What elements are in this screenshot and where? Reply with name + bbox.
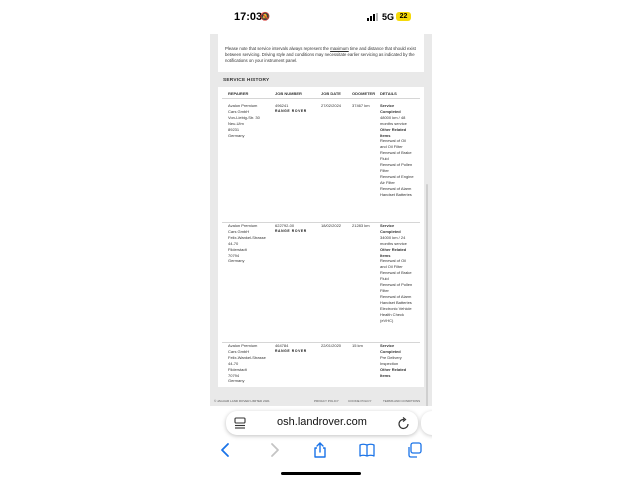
details-cell	[380, 103, 414, 198]
network-type: 5G	[382, 12, 395, 22]
privacy-policy-link[interactable]: PRIVACY POLICY	[314, 399, 339, 403]
detail-line: Filter	[380, 287, 389, 293]
detail-line: Other Related	[380, 246, 407, 252]
detail-line: Items	[380, 372, 391, 378]
repairer-line: Von-Liebig-Str. 30	[228, 114, 260, 120]
repairer-line: Germany	[228, 258, 245, 264]
table-row	[218, 223, 424, 343]
job-number-cell	[275, 223, 307, 235]
job-date: 22/01/2020	[321, 343, 342, 348]
detail-line: Completed	[380, 348, 401, 354]
repairer-line: Cars GmbH	[228, 228, 250, 234]
repairer-line: Avalon Premium	[228, 103, 258, 108]
maximum-link[interactable]: maximum	[330, 46, 349, 51]
detail-line: Fluid	[380, 156, 389, 162]
detail-line: Completed	[380, 228, 401, 234]
range-rover-logo: RANGE ROVER	[275, 228, 307, 233]
odometer-value: 15 km	[352, 343, 363, 348]
header-job-number: JOB NUMBER	[275, 91, 302, 96]
details-cell	[380, 343, 406, 378]
detail-line: Service	[380, 343, 395, 348]
repairer-line: Filderstadt	[228, 246, 247, 252]
odometer-value: 21283 km	[352, 223, 370, 228]
url-text[interactable]: osh.landrover.com	[277, 416, 367, 428]
scrollbar[interactable]	[426, 184, 428, 406]
detail-line: Renewal of Pollen	[380, 162, 413, 168]
repairer-cell	[228, 343, 266, 384]
details-cell	[380, 223, 412, 323]
job-number: 496241	[275, 103, 289, 108]
odometer-cell	[352, 223, 370, 229]
job-date: 18/02/2022	[321, 223, 342, 228]
repairer-line: 44-70	[228, 360, 239, 366]
detail-line: 34000 km / 24	[380, 234, 406, 240]
table-row	[218, 103, 424, 223]
detail-line: Renewal of Engine	[380, 173, 414, 179]
detail-line: Service	[380, 223, 395, 228]
repairer-line: 44-70	[228, 240, 239, 246]
repairer-line: Felix-Wankel-Strasse	[228, 234, 266, 240]
share-icon[interactable]	[312, 442, 328, 458]
repairer-line: 70794	[228, 372, 240, 378]
terms-link[interactable]: TERMS AND CONDITIONS	[383, 399, 421, 403]
bookmarks-icon[interactable]	[359, 442, 375, 458]
browser-toolbar	[210, 436, 432, 464]
detail-line: Handset Batteries	[380, 191, 412, 197]
status-bar	[210, 0, 432, 34]
range-rover-logo: RANGE ROVER	[275, 348, 307, 353]
forward-icon[interactable]	[266, 442, 282, 458]
battery-indicator: 22	[396, 12, 411, 21]
repairer-line: 89231	[228, 126, 240, 132]
header-repairer: REPAIRER	[228, 91, 249, 96]
repairer-line: Cars GmbH	[228, 108, 250, 114]
cookie-policy-link[interactable]: COOKIE POLICY	[348, 399, 372, 403]
detail-line: Renewal of Brake	[380, 150, 412, 156]
header-job-date: JOB DATE	[321, 91, 341, 96]
web-content[interactable]	[210, 34, 432, 406]
detail-line: Inspection	[380, 360, 399, 366]
detail-line: Other Related	[380, 366, 407, 372]
repairer-line: Germany	[228, 132, 245, 138]
odometer-value: 37467 km	[352, 103, 370, 108]
job-date-cell	[321, 103, 341, 109]
reload-icon[interactable]	[398, 416, 410, 430]
repairer-line: Avalon Premium	[228, 223, 258, 228]
address-bar[interactable]	[226, 411, 418, 435]
cellular-signal-icon	[367, 13, 379, 21]
detail-line: Completed	[380, 108, 401, 114]
range-rover-logo: RANGE ROVER	[275, 108, 307, 113]
detail-line: Renewal of Alarm	[380, 293, 412, 299]
repairer-line: Felix-Wankel-Strasse	[228, 354, 266, 360]
job-date-cell	[321, 343, 341, 349]
detail-line: Pre Delivery	[380, 354, 402, 360]
home-indicator	[281, 472, 361, 475]
service-interval-notice	[218, 34, 424, 72]
detail-line: 48000 km / 48	[380, 114, 406, 120]
detail-line: (eVHC)	[380, 317, 394, 323]
detail-line: Renewal of Oil	[380, 258, 407, 264]
next-tab-preview[interactable]	[421, 411, 432, 435]
header-divider	[222, 98, 420, 99]
job-date-cell	[321, 223, 341, 229]
detail-line: Filter	[380, 167, 389, 173]
table-header	[218, 90, 424, 98]
table-row	[218, 343, 424, 403]
detail-line: Renewal of Oil	[380, 138, 407, 144]
repairer-line: 70794	[228, 252, 240, 258]
silent-bell-icon: 🔕	[260, 12, 270, 21]
header-details: DETAILS	[380, 91, 397, 96]
odometer-cell	[352, 103, 370, 109]
service-history-title: SERVICE HISTORY	[223, 78, 270, 83]
repairer-line: Cars GmbH	[228, 348, 250, 354]
detail-line: Fluid	[380, 276, 389, 282]
detail-line: Items	[380, 252, 391, 258]
repairer-line: Germany	[228, 378, 245, 384]
detail-line: Renewal of Pollen	[380, 282, 413, 288]
detail-line: Renewal of Alarm	[380, 185, 412, 191]
detail-line: Handset Batteries	[380, 299, 412, 305]
repairer-line: Neu-Ulm	[228, 120, 244, 126]
detail-line: Items	[380, 132, 391, 138]
detail-line: Service	[380, 103, 395, 108]
service-history-table	[218, 87, 424, 387]
detail-line: Health Check	[380, 311, 405, 317]
repairer-line: Avalon Premium	[228, 343, 258, 348]
detail-line: and Oil Filter	[380, 264, 403, 270]
job-number: 464784	[275, 343, 289, 348]
job-date: 27/02/2024	[321, 103, 342, 108]
detail-line: months service	[380, 120, 407, 126]
repairer-cell	[228, 223, 266, 264]
footer-copyright: © JAGUAR LAND ROVER LIMITED 2021	[214, 399, 270, 403]
detail-line: months service	[380, 240, 407, 246]
repairer-line: Filderstadt	[228, 366, 247, 372]
odometer-cell	[352, 343, 363, 349]
job-number-cell	[275, 103, 307, 115]
header-odometer: ODOMETER	[352, 91, 376, 96]
back-icon[interactable]	[218, 442, 234, 458]
repairer-cell	[228, 103, 260, 138]
detail-line: Renewal of Brake	[380, 270, 412, 276]
detail-line: Air Filter	[380, 179, 395, 185]
job-number-cell	[275, 343, 307, 355]
page-footer	[210, 396, 432, 406]
notice-text: Please note that service intervals always represent the maximum time and distance that should exist between servicing. Driving style and conditions may necessitate earlier servicing as indicated by the notifications on your instrument panel.	[225, 46, 416, 63]
detail-line: Electronic Vehicle	[380, 305, 412, 311]
detail-line: Other Related	[380, 126, 407, 132]
detail-line: and Oil Filter	[380, 144, 403, 150]
tabs-icon[interactable]	[406, 442, 422, 458]
phone-screen	[210, 0, 432, 480]
status-time: 17:03	[234, 11, 263, 23]
job-number: 622792-00	[275, 223, 295, 228]
